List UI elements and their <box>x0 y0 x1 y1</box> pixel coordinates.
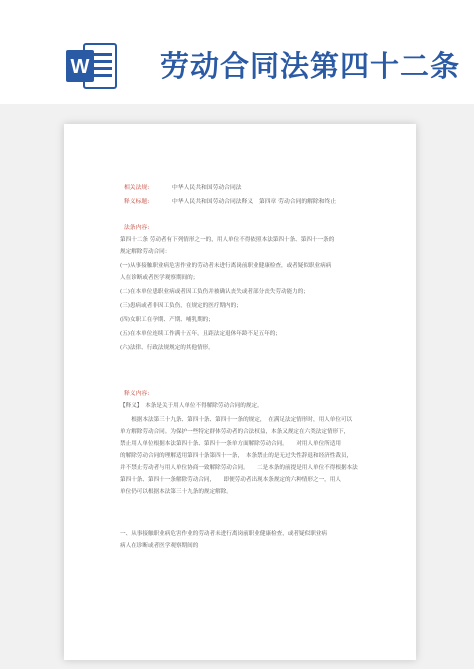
meta-commentary-title <box>124 196 336 205</box>
law-intro: 第四十二条 劳动者有下列情形之一的，用人单位不得依照本法第四十条、第四十一条的 规定解除劳动合同： <box>120 237 335 255</box>
meta-value: 中华人民共和国劳动合同法 <box>172 185 242 191</box>
law-heading: 法条内容: <box>124 225 150 231</box>
meta-related-law <box>124 182 242 191</box>
document-page <box>64 124 416 660</box>
commentary-body: 根据本法第三十九条、第四十条、第四十一条的规定， 在满足法定情形时，用人单位可以 单方解除劳动合同。为保护一些特定群体劳动者的合法权益，本条又规定在六类法定情形下， 禁止用人单位根据本法第四十条、第四十一条单方面解除劳动合同。 对用人单位所适用 的解除劳动合同的理解适用第四十条第四十一条， 本条禁止的是无过失性辞退和经济性裁员， 并不禁止劳动者与用人单位协商一致解除劳动合同。 二是本条的前提是用人单位不得根据本法 第四十条、第四十一条解除劳动合同， 即便劳动者出现本条规定的六种情形之一，用人 单位仍可以根据本法第三十九条的规定解除。 <box>120 417 358 495</box>
commentary-heading: 释义内容: <box>124 391 150 397</box>
law-item-3: (三)患病或者非因工负伤，在规定的医疗期内的； <box>120 303 242 309</box>
commentary-tail-item: 一、从事接触职业病危害作业的劳动者未进行离岗前职业健康检查，或者疑似职业病 病人在诊断或者医学观察期间的 <box>120 531 327 549</box>
law-item-1: (一)从事接触职业病危害作业的劳动者未进行离岗前职业健康检查，或者疑似职业病病 人在诊断或者医学观察期间的； <box>120 263 332 281</box>
meta-value: 中华人民共和国劳动合同法释义 第四章 劳动合同的解除和终止 <box>172 199 337 205</box>
page-title: 劳动合同法第四十二条 <box>160 49 461 83</box>
commentary-intro: 【释义】 本条是关于用人单位不得解除劳动合同的规定。 <box>120 403 263 409</box>
law-item-2: (二)在本单位患职业病或者因工负伤并被确认丧失或者部分丧失劳动能力的； <box>120 289 309 295</box>
header-banner <box>0 0 474 104</box>
word-logo-letter: W <box>70 56 90 78</box>
law-item-4: (四)女职工在孕期、产期、哺乳期的； <box>120 317 214 323</box>
meta-label: 释义标题: <box>124 199 150 205</box>
law-item-5: (五)在本单位连续工作满十五年，且距法定退休年龄不足五年的； <box>120 331 281 337</box>
word-document-icon <box>66 40 118 92</box>
law-item-6: (六)法律、行政法规规定的其他情形。 <box>120 345 214 351</box>
meta-label: 相关法规: <box>124 185 150 191</box>
